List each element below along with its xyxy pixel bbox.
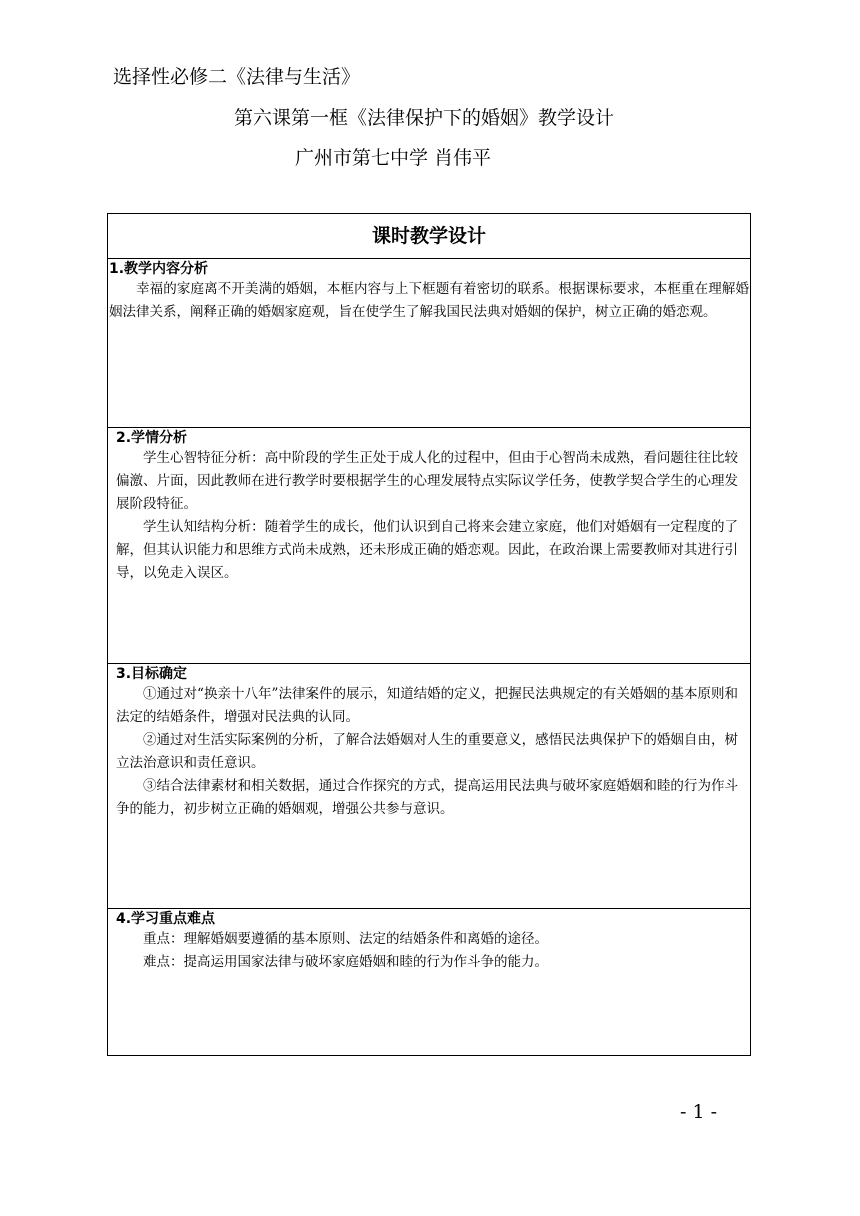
- section-paragraph: 重点：理解婚姻要遵循的基本原则、法定的结婚条件和离婚的途径。: [143, 931, 548, 947]
- section-heading: 2.学情分析: [116, 430, 188, 446]
- section-paragraph: 难点：提高运用国家法律与破坏家庭婚姻和睦的行为作斗争的能力。: [143, 954, 548, 970]
- author-line: 广州市第七中学 肖伟平: [295, 147, 492, 169]
- section-objectives: [108, 663, 750, 908]
- section-learner-analysis: [108, 427, 750, 663]
- table-title: 课时教学设计: [371, 225, 486, 247]
- section-paragraph: 学生心智特征分析：高中阶段的学生正处于成人化的过程中，但由于心智尚未成熟，看问题往往比较偏激、片面，因此教师在进行教学时要根据学生的心理发展特点实际议学任务，使教学契合学生的心理发展阶段特征。: [116, 450, 738, 512]
- section-paragraph: ②通过对生活实际案例的分析，了解合法婚姻对人生的重要意义，感悟民法典保护下的婚姻自由，树立法治意识和责任意识。: [116, 732, 738, 771]
- lesson-design-table: [107, 213, 751, 1056]
- lesson-title: 第六课第一框《法律保护下的婚姻》教学设计: [234, 107, 615, 129]
- section-content-analysis: [108, 258, 750, 427]
- section-paragraph: ①通过对“换亲十八年”法律案件的展示，知道结婚的定义，把握民法典规定的有关婚姻的基本原则和法定的结婚条件，增强对民法典的认同。: [116, 686, 738, 725]
- course-title: 选择性必修二《法律与生活》: [113, 66, 361, 88]
- page-number: - 1 -: [680, 1101, 718, 1123]
- section-paragraph: 幸福的家庭离不开美满的婚姻，本框内容与上下框题有着密切的联系。根据课标要求，本框重在理解婚姻法律关系，阐释正确的婚姻家庭观，旨在使学生了解我国民法典对婚姻的保护，树立正确的婚恋观。: [109, 281, 749, 320]
- section-heading: 1.教学内容分析: [109, 261, 209, 277]
- section-paragraph: ③结合法律素材和相关数据，通过合作探究的方式，提高运用民法典与破坏家庭婚姻和睦的行为作斗争的能力，初步树立正确的婚姻观，增强公共参与意识。: [116, 778, 738, 817]
- section-heading: 3.目标确定: [116, 666, 188, 682]
- section-key-points: [108, 908, 750, 1056]
- section-heading: 4.学习重点难点: [116, 911, 216, 927]
- section-paragraph: 学生认知结构分析：随着学生的成长，他们认识到自己将来会建立家庭，他们对婚姻有一定程度的了解，但其认识能力和思维方式尚未成熟，还未形成正确的婚恋观。因此，在政治课上需要教师对其进行引导，以免走入误区。: [116, 519, 738, 581]
